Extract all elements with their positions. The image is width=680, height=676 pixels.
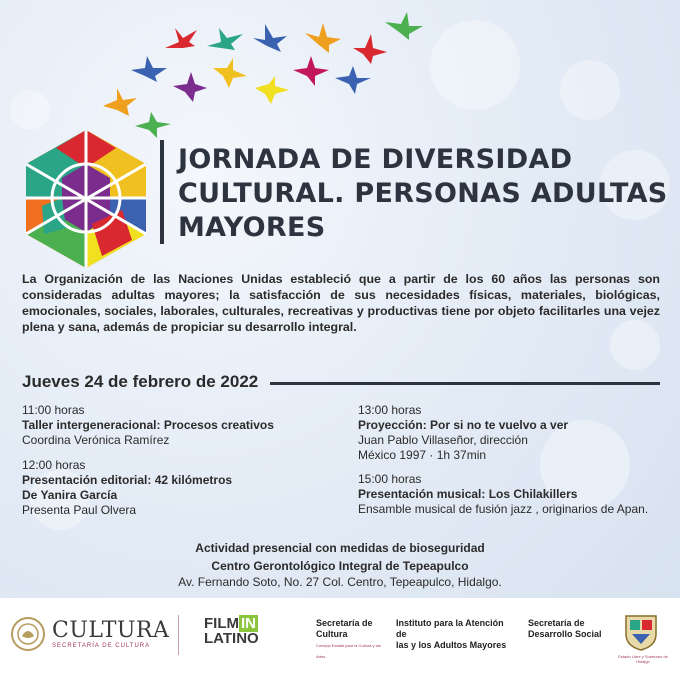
filmin-latino-text: LATINO bbox=[204, 630, 259, 647]
venue-address: Av. Fernando Soto, No. 27 Col. Centro, Tepeapulco, Hidalgo. bbox=[178, 575, 502, 589]
org-name-line: las y los Adultos Mayores bbox=[396, 640, 507, 650]
venue-info bbox=[0, 540, 680, 590]
event-item bbox=[358, 403, 668, 463]
bird-icon bbox=[131, 56, 167, 82]
event-item bbox=[22, 403, 342, 448]
cultura-logo-subtitle: SECRETARÍA DE CULTURA bbox=[52, 643, 151, 649]
bird-icon bbox=[207, 28, 243, 50]
filmin-in-text: IN bbox=[241, 615, 256, 632]
event-detail: Juan Pablo Villaseñor, dirección bbox=[358, 433, 528, 447]
instituto-adultos-mayores-logo bbox=[396, 618, 516, 651]
event-date: Jueves 24 de febrero de 2022 bbox=[22, 372, 259, 391]
bokeh-circle bbox=[560, 60, 620, 120]
event-title: Presentación editorial: 42 kilómetros bbox=[22, 473, 233, 487]
bokeh-circle bbox=[10, 90, 50, 130]
mexico-seal-icon bbox=[10, 616, 46, 652]
event-title: Proyección: Por si no te vuelvo a ver bbox=[358, 418, 569, 432]
event-title: Presentación musical: Los Chilakillers bbox=[358, 487, 578, 501]
secretaria-desarrollo-social-logo bbox=[528, 618, 618, 640]
org-name-line: Desarrollo Social bbox=[528, 629, 602, 639]
filmin-text: FILM bbox=[204, 615, 239, 632]
bird-icon bbox=[335, 66, 371, 94]
event-title-line2: De Yanira García bbox=[22, 488, 118, 502]
bird-icon bbox=[165, 28, 197, 48]
bird-icon bbox=[253, 24, 287, 52]
date-divider bbox=[270, 382, 660, 385]
secretaria-cultura-logo bbox=[316, 618, 386, 662]
sponsor-logos bbox=[0, 598, 680, 676]
org-name-line: Secretaría de bbox=[528, 618, 585, 628]
title-accent-bar bbox=[160, 140, 164, 244]
event-detail: Ensamble musical de fusión jazz , originarios de Apan. bbox=[358, 502, 649, 516]
hidalgo-subtitle: Estado Libre y Soberano de Hidalgo bbox=[618, 654, 668, 664]
filminlatino-logo bbox=[204, 616, 259, 646]
birds-illustration bbox=[95, 8, 435, 143]
bird-icon bbox=[103, 88, 137, 116]
bird-icon bbox=[173, 72, 207, 102]
bokeh-circle bbox=[430, 20, 520, 110]
intro-paragraph: La Organización de las Naciones Unidas estableció que a partir de los 60 años las personas son consideradas adultas mayores; la satisfacción de sus necesidades físicas, materiales, biológicas, emocionales, sociales, laborales, culturales, recreativas y productivas tiene por objeto facilitarles una vejez plena y sana, además de propiciar su desarrollo integral. bbox=[22, 272, 660, 334]
bird-icon bbox=[293, 56, 329, 86]
org-name-line: Secretaría de bbox=[316, 618, 373, 628]
page-title: JORNADA DE DIVERSIDAD CULTURAL. PERSONAS ADULTAS MAYORES bbox=[178, 144, 668, 243]
bird-icon bbox=[305, 23, 341, 53]
event-time: 13:00 horas bbox=[358, 403, 422, 417]
org-name-line: Instituto para la Atención de bbox=[396, 618, 504, 639]
biosecurity-notice: Actividad presencial con medidas de bioseguridad bbox=[195, 541, 485, 555]
cultura-logo-text: CULTURA bbox=[52, 618, 170, 643]
event-time: 11:00 horas bbox=[22, 403, 85, 417]
org-subtitle: Consejo Estatal para la Cultura y las Artes bbox=[316, 643, 381, 659]
event-detail: Coordina Verónica Ramírez bbox=[22, 433, 170, 447]
event-time: 15:00 horas bbox=[358, 472, 422, 486]
diversity-hexagon-logo bbox=[22, 128, 150, 270]
event-detail-2: México 1997 · 1h 37min bbox=[358, 448, 487, 462]
org-name-line: Cultura bbox=[316, 629, 348, 639]
event-time: 12:00 horas bbox=[22, 458, 86, 472]
bird-icon bbox=[213, 58, 247, 88]
event-item bbox=[358, 472, 668, 517]
bird-icon bbox=[385, 12, 423, 40]
logo-divider bbox=[178, 615, 179, 655]
event-title: Taller intergeneracional: Procesos creativos bbox=[22, 418, 274, 432]
hidalgo-coat-of-arms-icon bbox=[622, 612, 660, 652]
event-detail: Presenta Paul Olvera bbox=[22, 503, 137, 517]
venue-name: Centro Gerontológico Integral de Tepeapulco bbox=[211, 559, 469, 573]
bird-icon bbox=[353, 34, 387, 64]
event-item bbox=[22, 458, 342, 518]
bird-icon bbox=[255, 76, 289, 104]
